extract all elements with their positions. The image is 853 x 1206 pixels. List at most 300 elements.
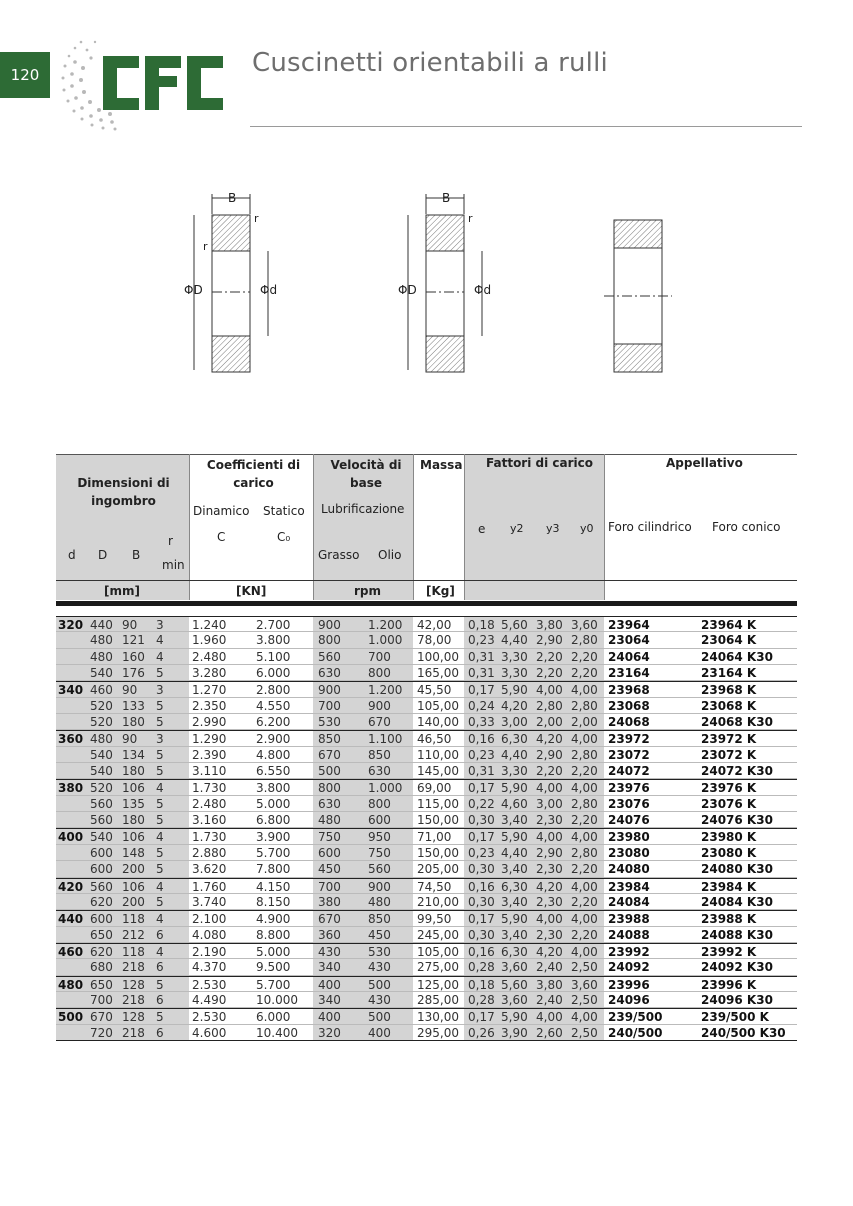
cell-y0: 2,20 [571, 894, 598, 909]
cell-o: 750 [368, 845, 391, 860]
cell-r: 5 [156, 698, 164, 713]
cell-con: 23972 K [701, 732, 757, 747]
cell-cyl: 23964 [608, 618, 650, 632]
cell-o: 430 [368, 992, 391, 1007]
cell-con: 24096 K30 [701, 992, 773, 1007]
cell-y3: 3,00 [536, 796, 563, 811]
cell-cyl: 23968 [608, 683, 650, 698]
header-C0: C₀ [277, 530, 291, 544]
cell-y2: 3,40 [501, 894, 528, 909]
cell-con: 23076 K [701, 796, 757, 811]
cell-o: 670 [368, 715, 391, 730]
cell-B: 118 [122, 912, 145, 927]
cell-g: 480 [318, 813, 341, 828]
cell-y3: 2,40 [536, 992, 563, 1007]
cell-e: 0,17 [468, 912, 495, 927]
cell-B: 134 [122, 747, 145, 762]
cell-C0: 8.150 [256, 894, 291, 909]
cell-y0: 2,50 [571, 1025, 598, 1040]
cell-B: 180 [122, 764, 145, 779]
cell-o: 630 [368, 764, 391, 779]
cell-B: 133 [122, 698, 145, 713]
cell-o: 500 [368, 977, 391, 992]
cell-y0: 2,20 [571, 764, 598, 779]
header-bore-con: Foro conico [712, 520, 781, 534]
cell-B: 90 [122, 618, 138, 632]
cell-m: 140,00 [417, 715, 459, 730]
cell-B: 160 [122, 649, 145, 664]
cell-D: 520 [90, 715, 113, 730]
table-row [56, 927, 797, 943]
cell-con: 23992 K [701, 944, 757, 959]
cell-C: 1.290 [192, 732, 227, 747]
cell-C0: 2.700 [256, 618, 291, 632]
cell-o: 1.200 [368, 618, 403, 632]
cell-D: 540 [90, 747, 113, 762]
cell-C0: 5.700 [256, 845, 291, 860]
cell-y0: 2,80 [571, 796, 598, 811]
cell-d: 440 [58, 912, 84, 927]
cell-e: 0,26 [468, 1025, 495, 1040]
cell-e: 0,31 [468, 764, 495, 779]
cell-y0: 4,00 [571, 830, 598, 845]
cell-y0: 2,20 [571, 666, 598, 681]
cell-e: 0,31 [468, 649, 495, 664]
cell-D: 540 [90, 764, 113, 779]
cell-y2: 5,90 [501, 830, 528, 845]
cell-g: 800 [318, 633, 341, 648]
cell-C0: 5.000 [256, 944, 291, 959]
cell-d: 360 [58, 732, 84, 747]
cell-C0: 2.900 [256, 732, 291, 747]
cell-D: 480 [90, 649, 113, 664]
drawing-sleeve [604, 220, 672, 372]
table-row [56, 665, 797, 681]
cell-C0: 3.800 [256, 633, 291, 648]
cell-cyl: 23996 [608, 977, 650, 992]
cell-con: 24076 K30 [701, 813, 773, 828]
table-row [56, 894, 797, 910]
cell-D: 540 [90, 830, 113, 845]
label-d: Φd [260, 283, 278, 297]
cell-m: 78,00 [417, 633, 452, 648]
cell-r: 5 [156, 747, 164, 762]
cell-B: 128 [122, 1010, 145, 1025]
cell-r: 4 [156, 649, 164, 664]
cell-y0: 2,00 [571, 715, 598, 730]
cell-C: 2.480 [192, 649, 227, 664]
title-divider [250, 126, 802, 127]
cell-cyl: 23076 [608, 796, 650, 811]
cell-C: 3.160 [192, 813, 227, 828]
cell-m: 130,00 [417, 1010, 459, 1025]
cell-o: 1.000 [368, 633, 403, 648]
cell-B: 106 [122, 781, 145, 796]
cell-y3: 2,80 [536, 698, 563, 713]
page-title: Cuscinetti orientabili a rulli [252, 48, 608, 78]
cell-e: 0,30 [468, 862, 495, 877]
cell-C: 3.280 [192, 666, 227, 681]
cell-D: 560 [90, 813, 113, 828]
cell-o: 480 [368, 894, 391, 909]
table-row [56, 845, 797, 861]
cell-g: 670 [318, 747, 341, 762]
label-B-tapered: B [442, 191, 451, 205]
cell-con: 24080 K30 [701, 862, 773, 877]
cell-m: 150,00 [417, 845, 459, 860]
cell-C: 2.190 [192, 944, 227, 959]
cell-r: 4 [156, 912, 164, 927]
page-number [0, 52, 50, 98]
cell-e: 0,16 [468, 732, 495, 747]
cell-y2: 3,90 [501, 1025, 528, 1040]
cell-e: 0,24 [468, 698, 495, 713]
header-dimensions: Dimensioni di ingombro [77, 476, 170, 508]
cell-y3: 2,20 [536, 666, 563, 681]
cell-d: 480 [58, 977, 84, 992]
label-D: ΦD [184, 283, 203, 297]
cell-g: 380 [318, 894, 341, 909]
cell-D: 620 [90, 944, 113, 959]
label-D-tapered: ΦD [398, 283, 417, 297]
cell-con: 24072 K30 [701, 764, 773, 779]
cell-D: 560 [90, 796, 113, 811]
cell-cyl: 23992 [608, 944, 650, 959]
cell-m: 105,00 [417, 698, 459, 713]
cell-r: 5 [156, 666, 164, 681]
cell-C0: 6.550 [256, 764, 291, 779]
cell-o: 900 [368, 698, 391, 713]
cell-r: 5 [156, 1010, 164, 1025]
cell-y2: 3,60 [501, 992, 528, 1007]
cell-o: 1.100 [368, 732, 403, 747]
cell-m: 69,00 [417, 781, 452, 796]
cell-m: 205,00 [417, 862, 459, 877]
cell-r: 3 [156, 618, 164, 632]
cell-e: 0,23 [468, 633, 495, 648]
table-row [56, 714, 797, 730]
header-dynamic: Dinamico [193, 504, 250, 518]
unit-rpm: rpm [354, 584, 382, 598]
cell-C: 1.960 [192, 633, 227, 648]
cell-C: 3.740 [192, 894, 227, 909]
cell-con: 23068 K [701, 698, 757, 713]
cell-g: 500 [318, 764, 341, 779]
cell-D: 650 [90, 927, 113, 942]
cell-m: 46,50 [417, 732, 452, 747]
cell-con: 23964 K [701, 618, 757, 632]
table-row [56, 976, 797, 992]
header-grease: Grasso [318, 548, 360, 562]
cell-cyl: 23068 [608, 698, 650, 713]
cell-B: 218 [122, 960, 145, 975]
cell-y0: 2,80 [571, 633, 598, 648]
cell-D: 520 [90, 781, 113, 796]
cell-r: 6 [156, 992, 164, 1007]
cell-o: 850 [368, 912, 391, 927]
header-B: B [132, 548, 141, 562]
cell-g: 900 [318, 683, 341, 698]
cell-y0: 4,00 [571, 912, 598, 927]
cell-con: 23996 K [701, 977, 757, 992]
cell-cyl: 24072 [608, 764, 650, 779]
cell-d: 320 [58, 618, 84, 632]
cell-C: 2.990 [192, 715, 227, 730]
header-C: C [217, 530, 226, 544]
header-lubrication: Lubrificazione [321, 502, 405, 516]
cell-D: 670 [90, 1010, 113, 1025]
cell-r: 6 [156, 1025, 164, 1040]
cell-r: 3 [156, 683, 164, 698]
cell-y0: 2,20 [571, 649, 598, 664]
cell-cyl: 23164 [608, 666, 650, 681]
cell-y0: 4,00 [571, 683, 598, 698]
cell-C0: 7.800 [256, 862, 291, 877]
cell-o: 450 [368, 927, 391, 942]
table-row [56, 943, 797, 959]
cell-o: 900 [368, 879, 391, 894]
cell-g: 670 [318, 912, 341, 927]
cell-cyl: 24088 [608, 927, 650, 942]
cell-con: 23064 K [701, 633, 757, 648]
header-coefficients: Coefficienti di carico [206, 458, 301, 490]
header-y2: y2 [510, 522, 524, 535]
cell-cyl: 24092 [608, 960, 650, 975]
cell-B: 148 [122, 845, 145, 860]
cell-D: 700 [90, 992, 113, 1007]
label-r-tapered: r [468, 212, 473, 225]
cell-C0: 10.400 [256, 1025, 298, 1040]
cell-g: 750 [318, 830, 341, 845]
cell-cyl: 23972 [608, 732, 650, 747]
cell-r: 5 [156, 845, 164, 860]
cell-con: 24064 K30 [701, 649, 773, 664]
cell-con: 23976 K [701, 781, 757, 796]
table-row [56, 992, 797, 1008]
cell-r: 4 [156, 830, 164, 845]
cell-y3: 2,30 [536, 862, 563, 877]
cell-y2: 4,40 [501, 633, 528, 648]
cell-r: 4 [156, 944, 164, 959]
cell-d: 340 [58, 683, 84, 698]
cell-g: 400 [318, 977, 341, 992]
cell-e: 0,22 [468, 796, 495, 811]
cell-y3: 2,90 [536, 633, 563, 648]
cell-C0: 6.200 [256, 715, 291, 730]
cell-r: 5 [156, 715, 164, 730]
cell-r: 6 [156, 960, 164, 975]
label-B: B [228, 191, 237, 205]
cell-o: 430 [368, 960, 391, 975]
cell-e: 0,30 [468, 894, 495, 909]
cell-B: 106 [122, 830, 145, 845]
cell-D: 600 [90, 912, 113, 927]
cell-C: 1.240 [192, 618, 227, 632]
cell-e: 0,17 [468, 781, 495, 796]
cell-o: 500 [368, 1010, 391, 1025]
cell-y2: 5,90 [501, 1010, 528, 1025]
table-row [56, 878, 797, 894]
cell-r: 5 [156, 894, 164, 909]
cell-r: 5 [156, 813, 164, 828]
cell-d: 420 [58, 879, 84, 894]
cell-g: 900 [318, 618, 341, 632]
cell-y0: 4,00 [571, 944, 598, 959]
cell-C0: 8.800 [256, 927, 291, 942]
cell-con: 24088 K30 [701, 927, 773, 942]
cell-B: 176 [122, 666, 145, 681]
cell-C: 2.530 [192, 1010, 227, 1025]
table-row [56, 730, 797, 746]
cell-g: 800 [318, 781, 341, 796]
table-row [56, 959, 797, 975]
cell-o: 400 [368, 1025, 391, 1040]
cell-C: 2.530 [192, 977, 227, 992]
cell-y2: 6,30 [501, 879, 528, 894]
cell-m: 165,00 [417, 666, 459, 681]
cell-B: 200 [122, 862, 145, 877]
unit-kn: [KN] [236, 584, 267, 598]
cell-y3: 2,60 [536, 1025, 563, 1040]
cell-y0: 4,00 [571, 879, 598, 894]
header-speed: Velocità di base [330, 458, 402, 490]
cell-d: 380 [58, 781, 84, 796]
cell-C0: 3.900 [256, 830, 291, 845]
header-r: r [168, 534, 173, 548]
cell-y0: 4,00 [571, 781, 598, 796]
cell-y3: 4,00 [536, 781, 563, 796]
cell-y0: 4,00 [571, 732, 598, 747]
cell-C: 4.600 [192, 1025, 227, 1040]
cell-e: 0,16 [468, 944, 495, 959]
cell-cyl: 24080 [608, 862, 650, 877]
cell-e: 0,33 [468, 715, 495, 730]
cell-y3: 2,00 [536, 715, 563, 730]
cell-y2: 3,00 [501, 715, 528, 730]
cell-m: 42,00 [417, 618, 452, 632]
cfc-logo [55, 28, 235, 138]
cell-y0: 2,80 [571, 747, 598, 762]
cell-o: 800 [368, 666, 391, 681]
cell-con: 239/500 K [701, 1010, 769, 1025]
cell-e: 0,31 [468, 666, 495, 681]
page-number-text: 120 [10, 66, 40, 84]
cell-g: 700 [318, 698, 341, 713]
cell-r: 5 [156, 977, 164, 992]
cell-y0: 3,60 [571, 618, 598, 632]
cell-C: 4.490 [192, 992, 227, 1007]
cell-y3: 2,90 [536, 845, 563, 860]
cell-D: 540 [90, 666, 113, 681]
cell-g: 320 [318, 1025, 341, 1040]
cell-C0: 5.700 [256, 977, 291, 992]
cell-m: 74,50 [417, 879, 452, 894]
cell-C0: 4.550 [256, 698, 291, 713]
table-row [56, 812, 797, 828]
cell-con: 24084 K30 [701, 894, 773, 909]
cell-y2: 4,40 [501, 845, 528, 860]
header-load-factors: Fattori di carico [486, 456, 593, 470]
cell-e: 0,17 [468, 1010, 495, 1025]
cell-y3: 4,00 [536, 830, 563, 845]
cell-g: 430 [318, 944, 341, 959]
cell-m: 45,50 [417, 683, 452, 698]
cell-d: 460 [58, 944, 84, 959]
cell-y2: 4,40 [501, 747, 528, 762]
cell-o: 600 [368, 813, 391, 828]
cell-e: 0,18 [468, 977, 495, 992]
cell-m: 275,00 [417, 960, 459, 975]
cell-C: 4.080 [192, 927, 227, 942]
cell-C: 3.110 [192, 764, 227, 779]
cell-C: 1.270 [192, 683, 227, 698]
cell-cyl: 23988 [608, 912, 650, 927]
header-rmin: min [162, 558, 185, 572]
cell-d: 400 [58, 830, 84, 845]
cell-y3: 4,20 [536, 944, 563, 959]
cell-y2: 6,30 [501, 732, 528, 747]
cell-D: 440 [90, 618, 113, 632]
cell-B: 121 [122, 633, 145, 648]
cell-y0: 2,20 [571, 813, 598, 828]
cell-y3: 2,20 [536, 649, 563, 664]
header-y3: y3 [546, 522, 560, 535]
header-bore-cyl: Foro cilindrico [608, 520, 692, 534]
cell-cyl: 24064 [608, 649, 650, 664]
cell-D: 480 [90, 633, 113, 648]
table-row [56, 1025, 797, 1041]
cell-C0: 10.000 [256, 992, 298, 1007]
cell-D: 720 [90, 1025, 113, 1040]
cell-e: 0,30 [468, 927, 495, 942]
header-designation: Appellativo [666, 456, 743, 470]
cell-e: 0,16 [468, 879, 495, 894]
cell-g: 560 [318, 649, 341, 664]
cell-con: 23980 K [701, 830, 757, 845]
cell-con: 23164 K [701, 666, 757, 681]
table-row [56, 1008, 797, 1024]
cell-B: 90 [122, 732, 138, 747]
cell-g: 360 [318, 927, 341, 942]
cell-C: 4.370 [192, 960, 227, 975]
cell-cyl: 24084 [608, 894, 650, 909]
cell-g: 450 [318, 862, 341, 877]
cell-m: 71,00 [417, 830, 452, 845]
cell-cyl: 23980 [608, 830, 650, 845]
cell-m: 150,00 [417, 813, 459, 828]
cell-y3: 4,00 [536, 683, 563, 698]
cell-y2: 3,40 [501, 927, 528, 942]
cell-y2: 4,20 [501, 698, 528, 713]
cell-C: 2.390 [192, 747, 227, 762]
cell-D: 480 [90, 732, 113, 747]
cell-con: 23968 K [701, 683, 757, 698]
cell-o: 800 [368, 796, 391, 811]
cell-D: 650 [90, 977, 113, 992]
cell-y3: 4,20 [536, 879, 563, 894]
cell-m: 245,00 [417, 927, 459, 942]
cell-y2: 5,60 [501, 977, 528, 992]
cell-e: 0,17 [468, 683, 495, 698]
cell-D: 680 [90, 960, 113, 975]
cell-r: 6 [156, 927, 164, 942]
cell-C0: 6.000 [256, 1010, 291, 1025]
table-row [56, 616, 797, 632]
cell-C0: 4.150 [256, 879, 291, 894]
cell-cyl: 239/500 [608, 1010, 663, 1025]
cell-con: 23080 K [701, 845, 757, 860]
cell-D: 460 [90, 683, 113, 698]
